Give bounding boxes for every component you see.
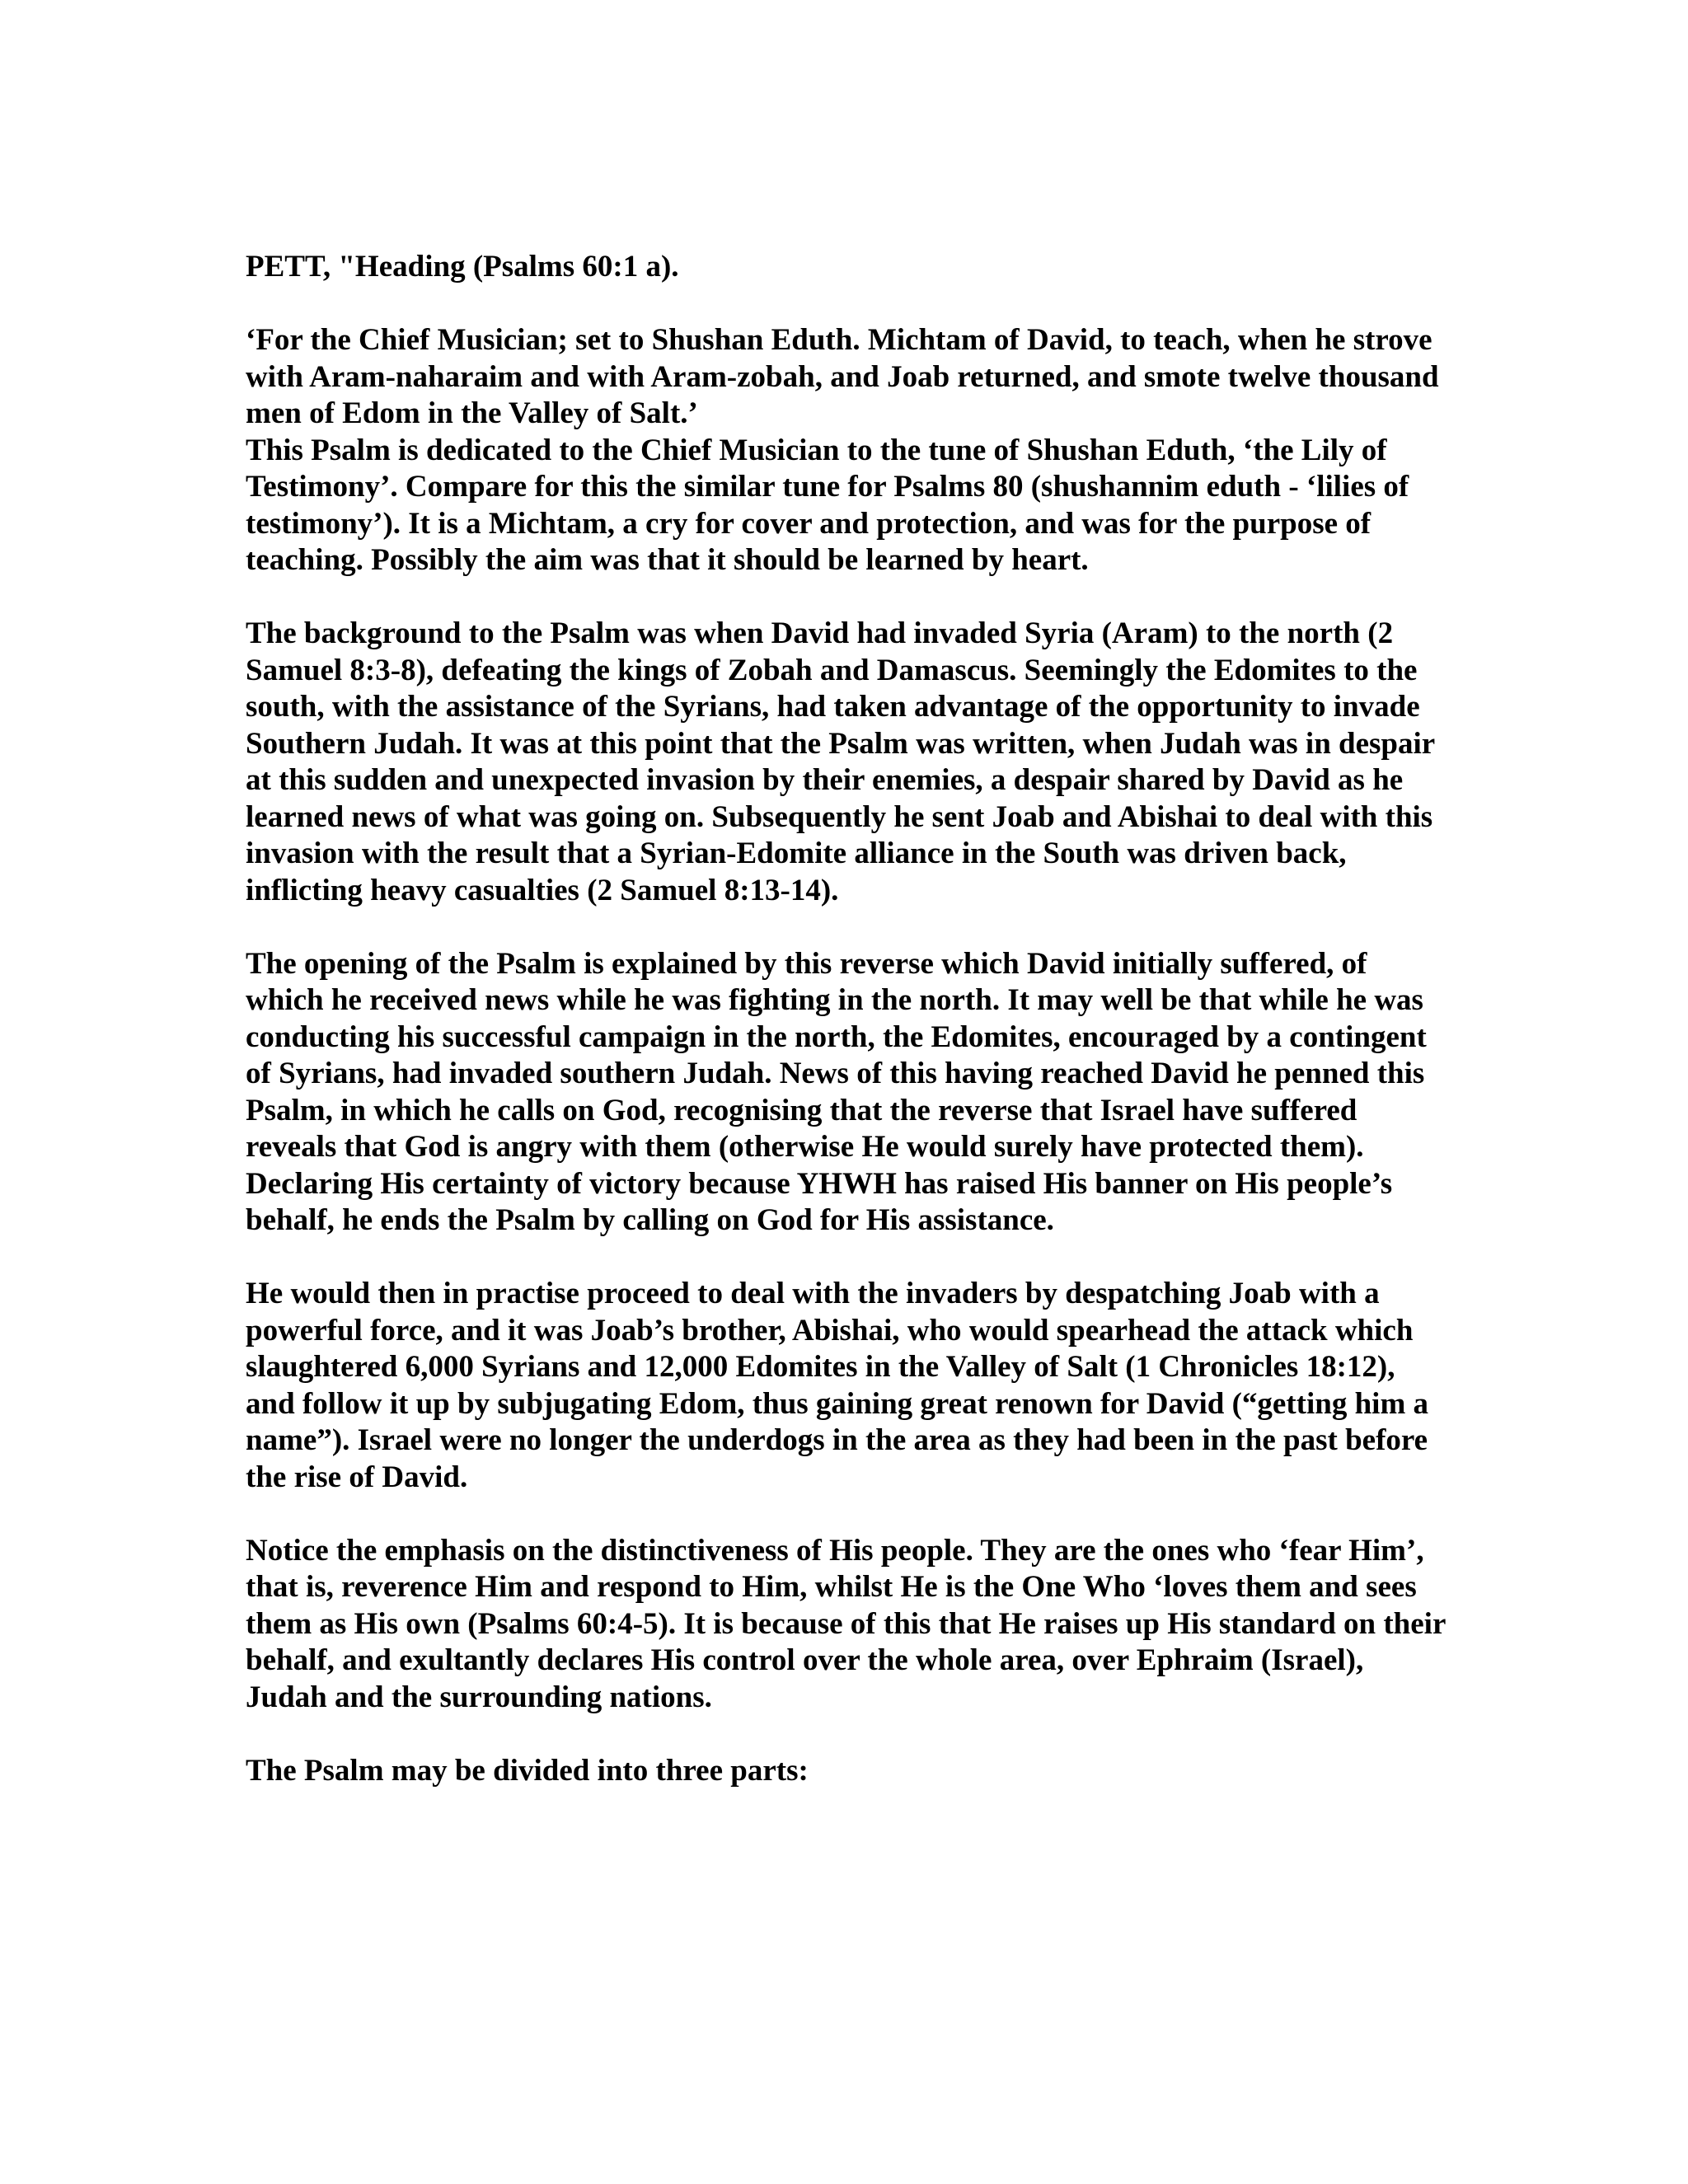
paragraph-dedication: This Psalm is dedicated to the Chief Musician to the tune of Shushan Eduth, ‘the Lily of Testimony’. Compare for this the similar tune for Psalms 80 (shushannim eduth - ‘lilies of testimony’). It is a Michtam, a cry for cover and protection, and was for the purpose of teaching. Possibly the aim was that it should be learned by heart. <box>246 433 1409 577</box>
paragraph-invaders: He would then in practise proceed to deal with the invaders by despatching Joab with a powerful force, and it was Joab’s brother, Abishai, who would spearhead the attack which slaughtered 6,000 Syrians and 12,000 Edomites in the Valley of Salt (1 Chronicles 18:12), and follow it up by subjugating Edom, thus gaining great renown for David (“getting him a name”). Israel were no longer the underdogs in the area as they had been in the past before the rise of David. <box>246 1277 1429 1494</box>
psalm-superscription: ‘For the Chief Musician; set to Shushan Eduth. Michtam of David, to teach, when he strove with Aram-naharaim and with Aram-zobah, and Joab returned, and smote twelve thousand men of Edom in the Valley of Salt.’ <box>246 323 1439 430</box>
document-heading: PETT, "Heading (Psalms 60:1 a). <box>246 250 679 284</box>
paragraph-distinctiveness: Notice the emphasis on the distinctiveness of His people. They are the ones who ‘fear Him’, that is, reverence Him and respond to Him, whilst He is the One Who ‘loves them and sees them as His own (Psalms 60:4-5). It is because of this that He raises up His standard on their behalf, and exultantly declares His control over the whole area, over Ephraim (Israel), Judah and the surrounding nations. <box>246 1533 1446 1714</box>
paragraph-opening: The opening of the Psalm is explained by this reverse which David initially suffered, of which he received news while he was fighting in the north. It may well be that while he was conducting his successful campaign in the north, the Edomites, encouraged by a contingent of Syrians, had invaded southern Judah. News of this having reached David he penned this Psalm, in which he calls on God, recognising that the reverse that Israel have suffered reveals that God is angry with them (otherwise He would surely have protected them). Declaring His certainty of victory because YHWH has raised His banner on His people’s behalf, he ends the Psalm by calling on God for His assistance. <box>246 946 1427 1237</box>
paragraph-background: The background to the Psalm was when David had invaded Syria (Aram) to the north (2 Samuel 8:3-8), defeating the kings of Zobah and Damascus. Seemingly the Edomites to the south, with the assistance of the Syrians, had taken advantage of the opportunity to invade Southern Judah. It was at this point that the Psalm was written, when Judah was in despair at this sudden and unexpected invasion by their enemies, a despair shared by David as he learned news of what was going on. Subsequently he sent Joab and Abishai to deal with this invasion with the result that a Syrian-Edomite alliance in the South was driven back, inflicting heavy casualties (2 Samuel 8:13-14). <box>246 616 1435 907</box>
paragraph-divisions: The Psalm may be divided into three parts: <box>246 1753 809 1788</box>
document-body <box>246 249 1449 1789</box>
